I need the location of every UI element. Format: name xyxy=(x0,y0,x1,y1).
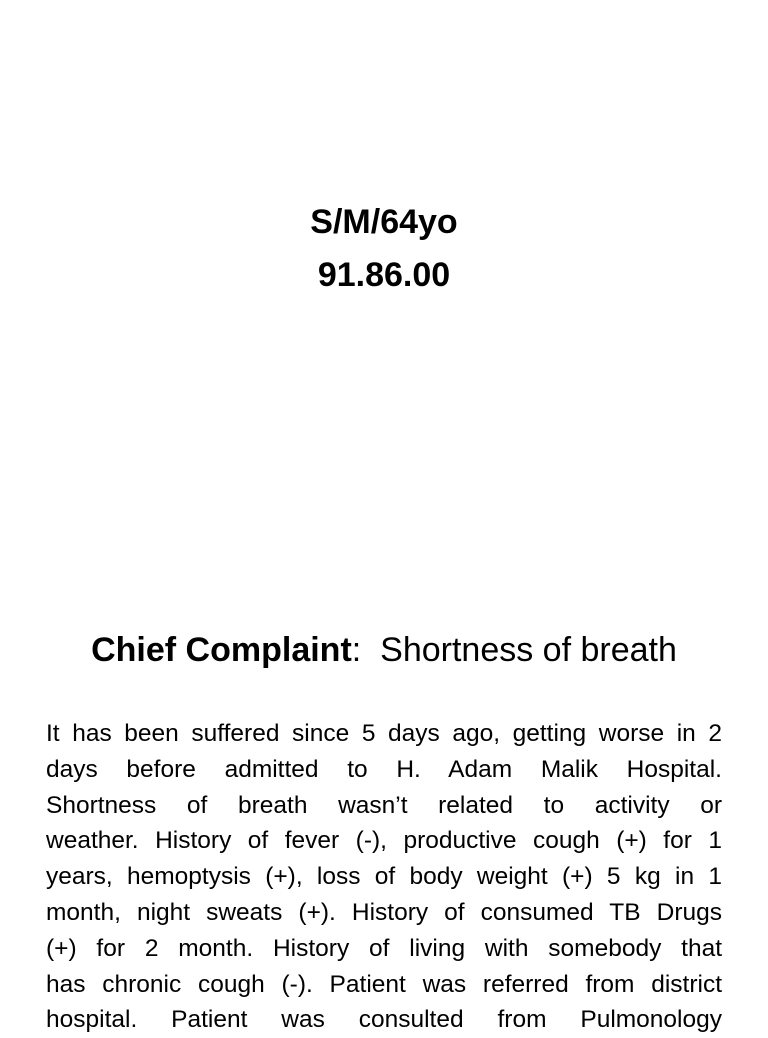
history-paragraph xyxy=(46,716,722,1038)
patient-record-number: 91.86.00 xyxy=(317,256,451,294)
history-line: Shortness of breath wasn’t related to activity or xyxy=(46,791,722,819)
history-line: has chronic cough (-). Patient was referred from district xyxy=(46,970,722,998)
patient-id-line: S/M/64yo xyxy=(310,203,458,241)
history-line: month, night sweats (+). History of consumed TB Drugs xyxy=(46,898,722,926)
history-line: hospital. Patient was consulted from Pulmonology xyxy=(46,1006,722,1034)
history-line: days before admitted to H. Adam Malik Hospital. xyxy=(46,755,722,783)
history-line: (+) for 2 month. History of living with somebody that xyxy=(46,934,722,962)
history-line: years, hemoptysis (+), loss of body weight (+) 5 kg in 1 xyxy=(46,863,722,891)
chief-complaint-separator: : xyxy=(351,631,362,669)
history-line: weather. History of fever (-), productive cough (+) for 1 xyxy=(46,827,722,855)
chief-complaint-value: Shortness of breath xyxy=(380,631,677,669)
patient-header xyxy=(0,196,768,302)
chief-complaint xyxy=(0,628,768,672)
chief-complaint-label: Chief Complaint xyxy=(91,631,352,669)
history-line: It has been suffered since 5 days ago, getting worse in 2 xyxy=(46,720,722,747)
